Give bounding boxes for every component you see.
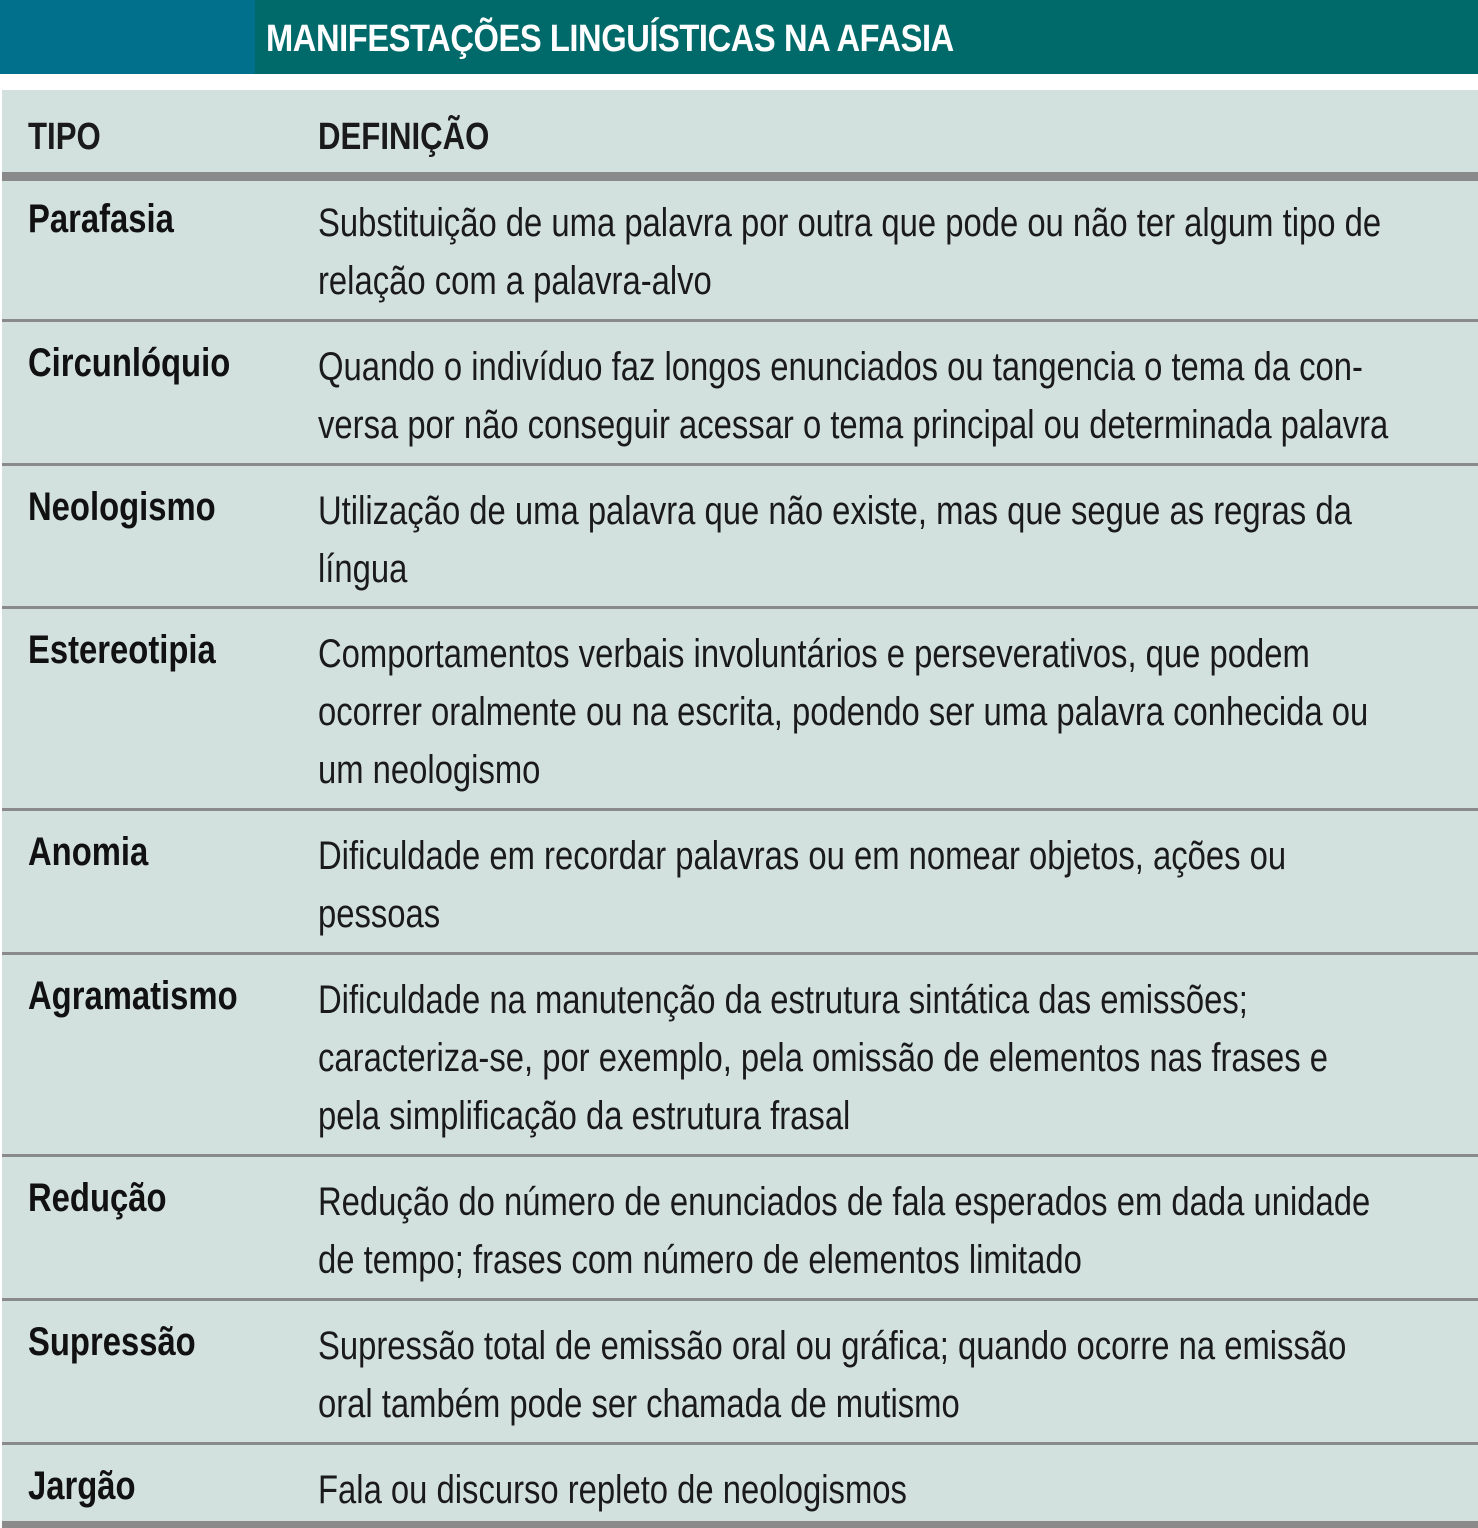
table-row [2, 319, 1478, 463]
definition-line: Fala ou discurso repleto de neologismos [318, 1468, 907, 1512]
definition-line: Redução do número de enunciados de fala esperados em dada unidade [318, 1180, 1371, 1224]
column-header-tipo: TIPO [28, 116, 101, 158]
column-header-definicao: DEFINIÇÃO [318, 116, 490, 158]
row-definition [318, 1317, 1455, 1433]
definition-line: pessoas [318, 892, 441, 936]
row-definition [318, 194, 1455, 310]
title-accent-block [0, 0, 255, 74]
row-definition [318, 971, 1455, 1145]
definition-line: de tempo; frases com número de elementos limitado [318, 1238, 1082, 1282]
row-term: Supressão [28, 1320, 196, 1364]
table-row [2, 1154, 1478, 1298]
definition-line: Substituição de uma palavra por outra que pode ou não ter algum tipo de [318, 201, 1382, 245]
definition-line: Dificuldade em recordar palavras ou em nomear objetos, ações ou [318, 834, 1287, 878]
definition-line: oral também pode ser chamada de mutismo [318, 1382, 960, 1426]
header-divider [2, 172, 1478, 181]
table-row [2, 1298, 1478, 1442]
table-header [2, 90, 1478, 180]
definition-line: ocorrer oralmente ou na escrita, podendo ser uma palavra conhecida ou [318, 690, 1369, 734]
definition-line: caracteriza-se, por exemplo, pela omissão de elementos nas frases e [318, 1036, 1329, 1080]
definition-line: um neologismo [318, 748, 541, 792]
title-bar [0, 0, 1478, 74]
definition-line: versa por não conseguir acessar o tema principal ou determinada palavra [318, 403, 1389, 447]
table-row [2, 463, 1478, 606]
row-definition [318, 482, 1455, 598]
row-definition [318, 827, 1455, 943]
row-definition [318, 338, 1455, 454]
definition-line: Utilização de uma palavra que não existe, mas que segue as regras da [318, 489, 1352, 533]
row-term: Redução [28, 1176, 167, 1220]
definition-line: Supressão total de emissão oral ou gráfica; quando ocorre na emissão [318, 1324, 1347, 1368]
row-term: Estereotipia [28, 628, 216, 672]
page-title: MANIFESTAÇÕES LINGUÍSTICAS NA AFASIA [266, 18, 954, 60]
definition-line: relação com a palavra-alvo [318, 259, 712, 303]
table-row [2, 952, 1478, 1154]
aphasia-table [2, 90, 1478, 1528]
row-term: Parafasia [28, 197, 174, 241]
row-term: Neologismo [28, 485, 216, 529]
row-term: Circunlóquio [28, 341, 231, 385]
row-term: Jargão [28, 1464, 136, 1508]
row-definition [318, 625, 1455, 799]
row-term: Anomia [28, 830, 149, 874]
table-row [2, 808, 1478, 952]
definition-line: pela simplificação da estrutura frasal [318, 1094, 851, 1138]
definition-line: Comportamentos verbais involuntários e perseverativos, que podem [318, 632, 1310, 676]
table-row [2, 181, 1478, 319]
row-definition [318, 1173, 1455, 1289]
bottom-divider [2, 1521, 1478, 1528]
table-row [2, 606, 1478, 808]
row-definition [318, 1461, 1455, 1519]
definition-line: língua [318, 547, 408, 591]
definition-line: Dificuldade na manutenção da estrutura sintática das emissões; [318, 978, 1248, 1022]
row-term: Agramatismo [28, 974, 238, 1018]
table-row [2, 1442, 1478, 1521]
definition-line: Quando o indivíduo faz longos enunciados ou tangencia o tema da con- [318, 345, 1363, 389]
